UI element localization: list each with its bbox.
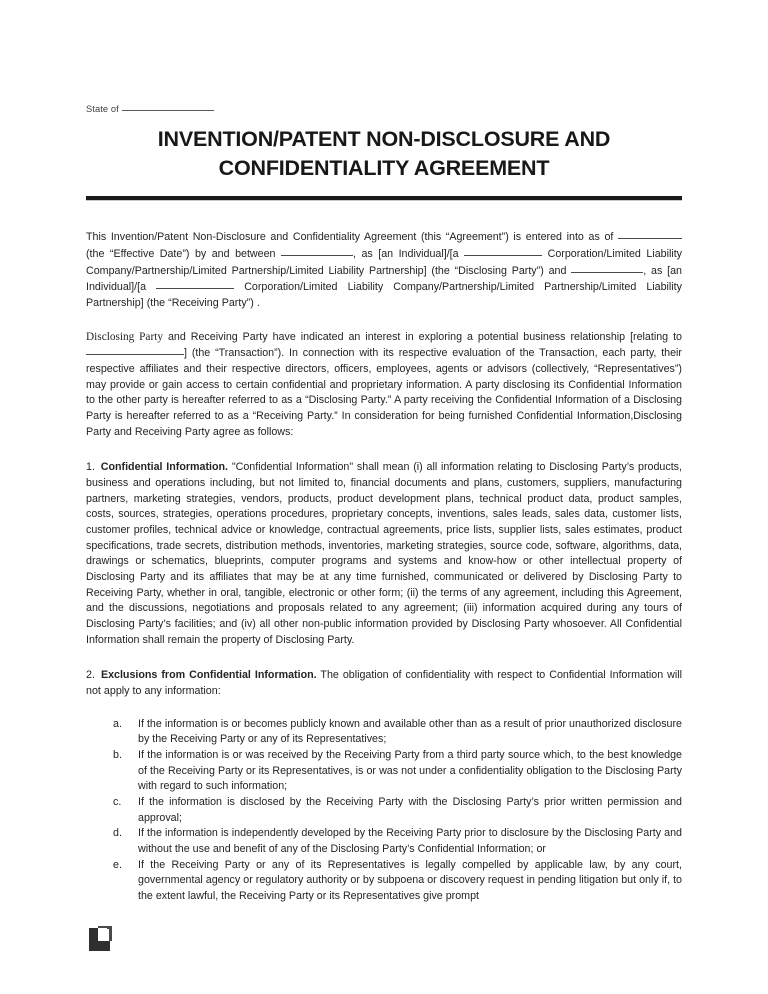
receiving-party-entity-blank[interactable] <box>156 279 234 289</box>
document-content <box>86 104 682 905</box>
list-item <box>86 858 682 905</box>
section-confidential-information <box>86 460 682 648</box>
logo-notch-inner-shape <box>98 928 107 939</box>
list-item-text: If the information is disclosed by the Receiving Party with the Disclosing Party’s prior written permission and approval; <box>138 796 682 824</box>
disclosing-party-entity-blank[interactable] <box>464 246 542 256</box>
list-item-text: If the information is independently developed by the Receiving Party prior to disclosure by the Disclosing Party and without the use and benefit of any of the Disclosing Party’s Confidential Information; or <box>138 827 682 856</box>
list-item <box>86 748 682 795</box>
title-divider <box>86 196 682 201</box>
section-1-heading: Confidential Information. <box>100 461 229 474</box>
intro-p1-segment-e: , as [an Individual]/[a <box>86 264 682 294</box>
list-item-text: If the information is or becomes publicly known and available other than as a result of prior unauthorized disclosure by the Receiving Party or any of its Representatives; <box>138 717 682 746</box>
section-2-body: The obligation of confidentiality with respect to Confidential Information will not apply to any information: <box>86 669 682 697</box>
spacer <box>86 312 682 329</box>
section-exclusions <box>86 668 682 699</box>
effective-date-blank[interactable] <box>618 229 682 239</box>
list-item-marker: e. <box>113 858 122 871</box>
spacer <box>86 648 682 668</box>
intro-p1-segment-a: This Invention/Patent Non-Disclosure and Confidentiality Agreement (this “Agreement”) is entered into as of <box>86 231 618 244</box>
list-item <box>86 795 682 826</box>
list-item-marker: a. <box>113 717 122 730</box>
intro-p1-segment-c: , as [an Individual]/[a <box>352 247 465 260</box>
disclosing-party-name-blank[interactable] <box>281 246 353 256</box>
intro-p1-segment-d: Corporation/Limited Liability Company/Partnership/Limited Partnership/Limited Liability Partnership] (the “Disclosing Party”) and <box>86 247 683 277</box>
state-of-line <box>86 104 682 114</box>
intro-paragraph-recitals <box>86 329 682 441</box>
section-1-body: "Confidential Information" shall mean (i) all information relating to Disclosing Party’s products, business and operations including, but not limited to, financial documents and plans, customers, suppliers, manufacturing partners, marketing strategies, vendors, products, product development plans, technical product data, product samples, costs, sources, strategies, operations procedures, proprietary concepts, inventions, sales leads, sales data, customer lists, customer profiles, technical advice or knowledge, contractual agreements, price lists, supplier lists, sales estimates, product specifications, trade secrets, distribution methods, inventories, marketing strategies, source code, software, algorithms, data, drawings or schematics, blueprints, computer programs and systems and know-how or other intellectual property of Disclosing Party and its affiliates that may be at any time furnished, communicated or delivered by Disclosing Party to Receiving Party, whether in oral, tangible, electronic or other form; (ii) the terms of any agreement, including this Agreement, and the discussions, negotiations and proposals related to any agreement; (iii) information acquired during any tours of Disclosing Party’s facilities; and (iv) all other non-public information provided by Disclosing Party whosoever. All Confidential Information shall remain the property of Disclosing Party. <box>86 461 682 646</box>
spacer <box>86 440 682 460</box>
intro-p1-segment-f: Corporation/Limited Liability Company/Partnership/Limited Partnership/Limited Liability Partnership] (the “Receiving Party”) . <box>86 281 682 309</box>
intro-p2-segment-a: and Receiving Party have indicated an interest in exploring a potential business relationship [relating to <box>163 330 682 343</box>
spacer <box>86 209 682 229</box>
list-item-text: If the Receiving Party or any of its Representatives is legally compelled by applicable law, by any court, governmental agency or regulatory authority or by subpoena or discovery request in pending litigation but only if, to the extent lawful, the Receiving Party or its Representatives give prompt <box>138 858 682 903</box>
state-of-label: State of <box>86 104 119 114</box>
list-item-marker: c. <box>113 796 122 809</box>
section-1-number: 1. <box>86 461 95 474</box>
list-item-text: If the information is or was received by the Receiving Party from a third party source which, to the best knowledge of the Receiving Party or its Representatives, is or was not under a confidentiality obligation to the Disclosing Party with regard to such information; <box>138 749 682 793</box>
intro-paragraph-parties <box>86 229 682 311</box>
page-title <box>86 125 682 182</box>
section-2-heading: Exclusions from Confidential Information. <box>100 669 317 682</box>
title-line-1: INVENTION/PATENT NON-DISCLOSURE AND <box>157 127 611 151</box>
section-2-number: 2. <box>86 669 95 682</box>
intro-p1-segment-b: (the “Effective Date”) by and between <box>86 247 281 260</box>
legal-templates-logo-icon <box>89 926 115 953</box>
recitals-lead-phrase: Disclosing Party <box>86 330 163 343</box>
receiving-party-name-blank[interactable] <box>571 263 643 273</box>
state-of-blank-field[interactable] <box>122 110 214 111</box>
list-item <box>86 717 682 748</box>
list-item <box>86 826 682 857</box>
transaction-blank[interactable] <box>86 345 184 355</box>
list-item-marker: d. <box>113 827 122 840</box>
exclusions-list <box>86 717 682 905</box>
spacer <box>86 700 682 717</box>
intro-p2-segment-b: ] (the “Transaction”). In connection with its respective evaluation of the Transaction, each party, their respective affiliates and their respective directors, officers, employees, agents or advisors (collectively, “Representatives”) may provide or gain access to certain confidential and proprietary information. A party disclosing its Confidential Information to the other party is hereafter referred to as a “Disclosing Party.” A party receiving the Confidential Information of a Disclosing Party is hereafter referred to as a “Receiving Party.” In consideration for being furnished Confidential Information,Disclosing Party and Receiving Party agree as follows: <box>86 347 682 438</box>
title-line-2: CONFIDENTIALITY AGREEMENT <box>218 155 550 180</box>
list-item-marker: b. <box>113 749 122 761</box>
